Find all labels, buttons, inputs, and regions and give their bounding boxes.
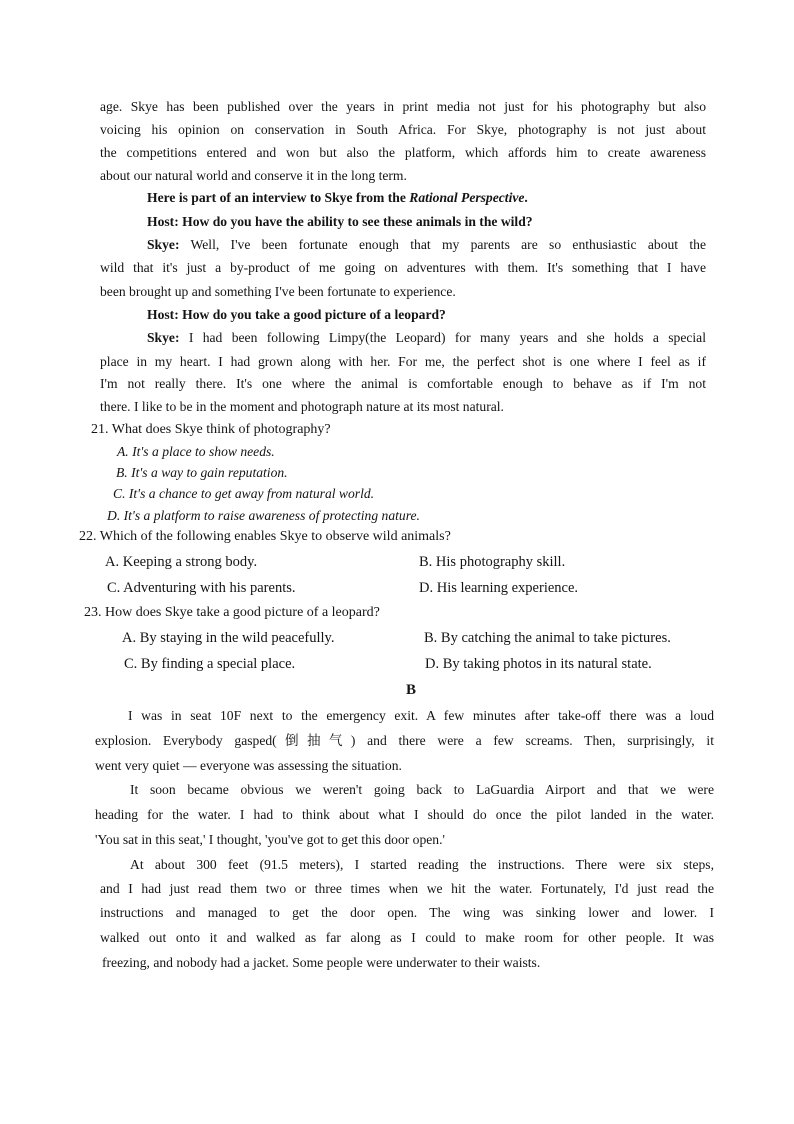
section-b-line: heading for the water. I had to think about what I should do once the pilot landed in the water. (95, 807, 714, 822)
skye-answer-1-line: been brought up and something I've been fortunate to experience. (100, 284, 456, 299)
skye-answer-text: I had been following Limpy(the Leopard) for many years and she holds a special (188, 330, 706, 345)
host-label: Host: (147, 214, 179, 229)
skye-answer-1-line: wild that it's just a by-product of me going on adventures with them. It's something that I have (100, 260, 706, 275)
section-b-line: At about 300 feet (91.5 meters), I started reading the instructions. There were six steps, (130, 857, 714, 872)
section-b-line: instructions and managed to get the door open. The wing was sinking lower and lower. I (100, 905, 714, 920)
question-23-option-c: C. By finding a special place. (124, 656, 296, 672)
question-21-stem: 21. What does Skye think of photography? (91, 422, 331, 437)
question-22-stem: 22. Which of the following enables Skye to observe wild animals? (79, 529, 451, 544)
section-b-line: explosion. Everybody gasped(倒抽气) and there were a few screams. Then, surprisingly, it (95, 733, 714, 748)
section-b-line: It soon became obvious we weren't going back to LaGuardia Airport and that we were (130, 782, 714, 797)
interview-intro-suffix: . (524, 190, 528, 205)
host-question-1 (147, 212, 533, 232)
section-b-line: went very quiet — everyone was assessing the situation. (95, 758, 402, 773)
section-b-line: 'You sat in this seat,' I thought, 'you've got to get this door open.' (95, 832, 445, 847)
interview-intro-prefix: Here is part of an interview to Skye from the (147, 190, 410, 205)
interview-source: Rational Perspective (409, 190, 525, 205)
section-b-line: walked out onto it and walked as far along as I could to make room for other people. It was (100, 930, 714, 945)
question-22-option-b: B. His photography skill. (419, 554, 566, 570)
skye-answer-2-line: I'm not really there. It's one where the animal is comfortable enough to behave as if I'm not (100, 376, 706, 391)
skye-label: Skye: (147, 330, 180, 345)
question-23-option-d: D. By taking photos in its natural state. (425, 656, 652, 672)
section-b-line: freezing, and nobody had a jacket. Some people were underwater to their waists. (102, 955, 541, 970)
question-21-option-b: B. It's a way to gain reputation. (116, 465, 288, 480)
question-22-option-c: C. Adventuring with his parents. (107, 580, 296, 596)
section-b-heading: B (406, 682, 417, 698)
host-question-text: How do you take a good picture of a leopard? (182, 307, 446, 322)
passage-a-line: voicing his opinion on conservation in South Africa. For Skye, photography is not just about (100, 122, 706, 137)
question-22-option-d: D. His learning experience. (419, 580, 579, 596)
question-23-stem: 23. How does Skye take a good picture of a leopard? (84, 605, 380, 620)
skye-answer-2-line: place in my heart. I had grown along with her. For me, the perfect shot is one where I feel as if (100, 354, 706, 369)
passage-a-line: about our natural world and conserve it in the long term. (100, 168, 407, 183)
question-21-option-c: C. It's a chance to get away from natural world. (113, 486, 375, 501)
question-23-option-b: B. By catching the animal to take pictures. (424, 630, 671, 646)
interview-intro (147, 188, 528, 208)
section-b-line: and I had just read them two or three times when we hit the water. Fortunately, I'd just read the (100, 881, 714, 896)
question-21-option-a: A. It's a place to show needs. (117, 444, 275, 459)
skye-answer-2-line (147, 328, 706, 348)
skye-answer-2-line: there. I like to be in the moment and photograph nature at its most natural. (100, 399, 504, 414)
question-23-option-a: A. By staying in the wild peacefully. (122, 630, 335, 646)
section-b-line: I was in seat 10F next to the emergency exit. A few minutes after take-off there was a loud (128, 708, 714, 723)
host-question-2 (147, 305, 446, 325)
skye-answer-1-line (147, 235, 706, 255)
passage-a-line: the competitions entered and won but also the platform, which affords him to create awareness (100, 145, 706, 160)
question-21-option-d: D. It's a platform to raise awareness of protecting nature. (107, 508, 420, 523)
skye-label: Skye: (147, 237, 180, 252)
question-22-option-a: A. Keeping a strong body. (105, 554, 258, 570)
skye-answer-text: Well, I've been fortunate enough that my parents are so enthusiastic about the (190, 237, 706, 252)
host-question-text: How do you have the ability to see these animals in the wild? (182, 214, 533, 229)
host-label: Host: (147, 307, 179, 322)
passage-a-line: age. Skye has been published over the years in print media not just for his photography but also (100, 99, 706, 114)
